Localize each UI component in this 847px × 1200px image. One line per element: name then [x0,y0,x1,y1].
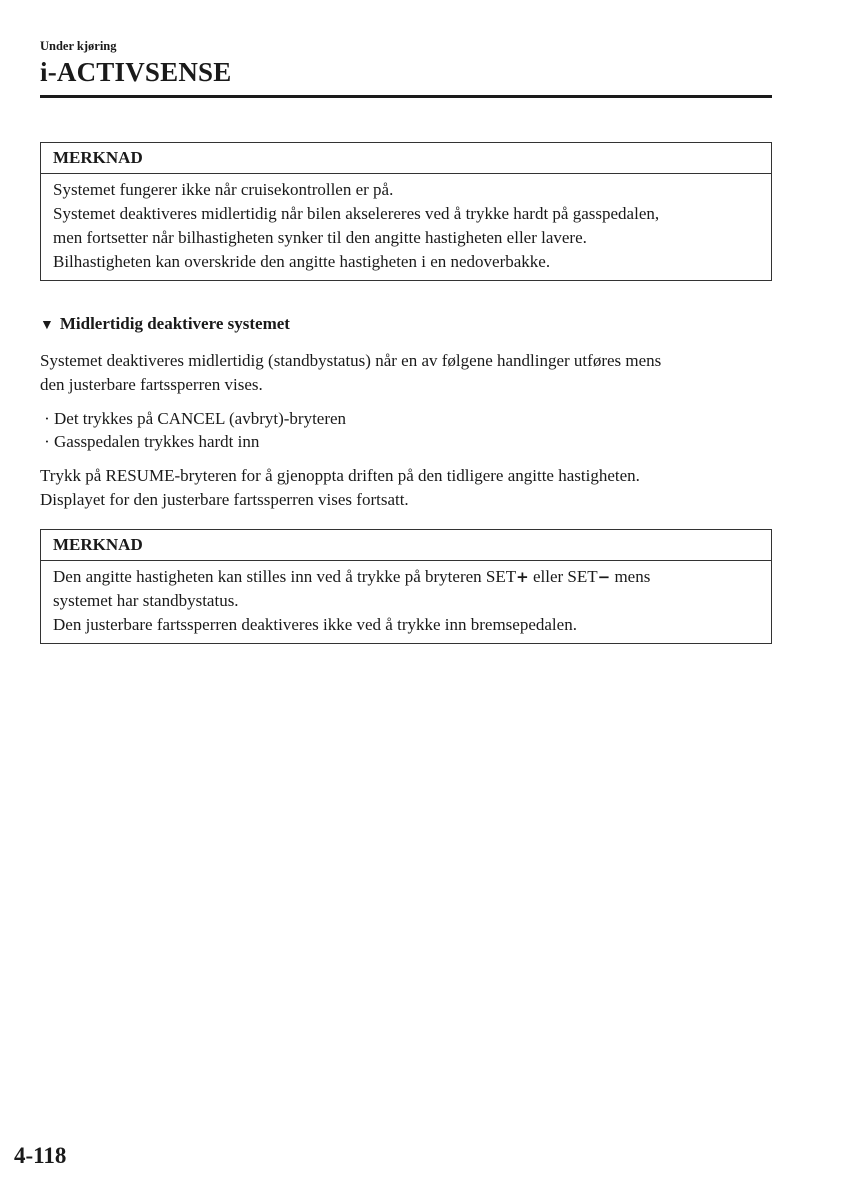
bullet-list [40,407,346,453]
title-rule [40,95,772,98]
note-line [53,565,759,589]
section-label: Under kjøring [40,39,117,53]
note-heading: MERKNAD [41,530,771,561]
note-box-1 [40,142,772,281]
outro-paragraph [40,464,640,512]
bullet-dot-icon: · [44,432,50,451]
bullet-dot-icon: · [44,409,50,428]
list-item-text: Det trykkes på CANCEL (avbryt)-bryteren [54,409,347,428]
note-line: Bilhastigheten kan overskride den angitte hastigheten i en nedoverbakke. [53,252,551,271]
paragraph-line: den justerbare fartssperren vises. [40,375,263,394]
note-body [41,174,771,280]
paragraph-line: Trykk på RESUME-bryteren for å gjenoppta driften på den tidligere angitte hastigheten. [40,466,640,485]
note-line-text: mens [610,567,651,586]
note-line: Systemet deaktiveres midlertidig når bilen akselereres ved å trykke hardt på gasspedalen, [53,204,660,223]
page-number: 4-118 [14,1143,67,1168]
plus-icon: + [516,568,529,586]
note-box-2 [40,529,772,644]
note-line: Systemet fungerer ikke når cruisekontrollen er på. [53,180,394,199]
note-line-text: Den angitte hastigheten kan stilles inn ved å trykke på bryteren SET [53,567,517,586]
note-line-text: eller SET [528,567,598,586]
page-title: i-ACTIVSENSE [40,57,232,87]
list-item [40,430,346,453]
triangle-down-icon: ▼ [40,318,54,333]
subsection-heading-text: Midlertidig deaktivere systemet [59,314,290,333]
list-item [40,407,346,430]
note-body [41,561,771,643]
subsection-heading [40,313,290,337]
intro-paragraph [40,349,661,397]
note-heading: MERKNAD [41,143,771,174]
list-item-text: Gasspedalen trykkes hardt inn [54,432,260,451]
note-line: Den justerbare fartssperren deaktiveres ikke ved å trykke inn bremsepedalen. [53,615,577,634]
note-line: systemet har standbystatus. [53,591,239,610]
note-line: men fortsetter når bilhastigheten synker til den angitte hastigheten eller lavere. [53,228,587,247]
minus-icon: − [597,568,611,586]
paragraph-line: Displayet for den justerbare fartssperren vises fortsatt. [40,490,409,509]
paragraph-line: Systemet deaktiveres midlertidig (standbystatus) når en av følgene handlinger utføres mens [40,351,662,370]
